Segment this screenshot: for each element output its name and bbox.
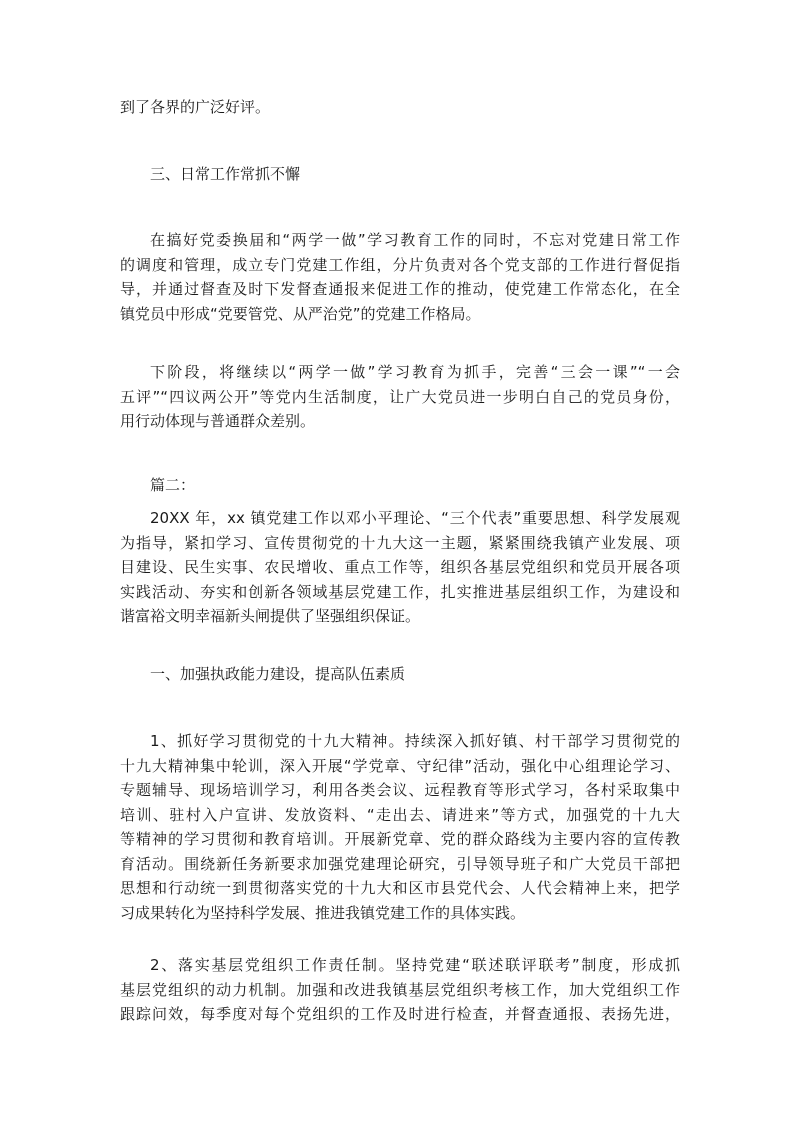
text-line: 的调度和管理，成立专门党建工作组，分片负责对各个党支部的工作进行督促指 [120, 255, 680, 274]
paragraph-next-stage [120, 360, 680, 434]
text-line: 下阶段，将继续以“两学一做”学习教育为抓手，完善“三会一课”“一会 [150, 363, 680, 381]
text-line: 到了各界的广泛好评。 [120, 98, 271, 116]
text-line: 导，并通过督查及时下发督查通报来促进工作的推动，使党建工作常态化，在全 [120, 280, 680, 298]
part-two-heading [120, 473, 680, 498]
heading-text: 一、加强执政能力建设，提高队伍素质 [150, 665, 406, 683]
text-line: 在搞好党委换届和“两学一做”学习教育工作的同时，不忘对党建日常工作 [150, 231, 680, 249]
text-line: 习成果转化为坚持科学发展、推进我镇党建工作的具体实践。 [120, 903, 526, 922]
text-line: 培训、驻村入户宣讲、发放资料、“走出去、请进来”等方式，加强党的十九大 [120, 805, 680, 824]
text-line: 用行动体现与普通群众差别。 [120, 412, 316, 430]
text-line: 20XX 年，xx 镇党建工作以邓小平理论、“三个代表”重要思想、科学发展观 [150, 509, 680, 527]
text-line: 镇党员中形成“党要管党、从严治党”的党建工作格局。 [120, 304, 481, 323]
text-line: 谐富裕文明幸福新头闸提供了坚强组织保证。 [120, 607, 421, 625]
text-line: 1、抓好学习贯彻党的十九大精神。持续深入抓好镇、村干部学习贯彻党的 [150, 732, 680, 750]
text-line: 目建设、民生实事、农民增收、重点工作等，组织各基层党组织和党员开展各项 [120, 558, 680, 576]
text-line: 基层党组织的动力机制。加强和改进我镇基层党组织考核工作，加大党组织工作 [120, 980, 680, 999]
heading-text: 篇二： [150, 476, 196, 494]
text-line: 专题辅导、现场培训学习，利用各类会议、远程教育等形式学习，各村采取集中 [120, 781, 680, 799]
paragraph-item-1 [120, 729, 680, 925]
text-line: 跟踪问效，每季度对每个党组织的工作及时进行检查，并督查通报、表扬先进， [120, 1005, 680, 1023]
text-line: 2、落实基层党组织工作责任制。坚持党建“联述联评联考”制度，形成抓 [150, 956, 680, 974]
section-heading-1 [120, 662, 680, 687]
paragraph-daily-work [120, 228, 680, 326]
text-line: 五评”“四议两公开”等党内生活制度，让广大党员进一步明白自己的党员身份， [120, 387, 680, 406]
text-line: 育活动。围绕新任务新要求加强党建理论研究，引导领导班子和广大党员干部把 [120, 854, 680, 873]
paragraph-part-two-intro [120, 506, 680, 629]
paragraph-tail [120, 95, 680, 120]
text-line: 为指导，紧扣学习、宣传贯彻党的十九大这一主题，紧紧围绕我镇产业发展、项 [120, 533, 680, 552]
text-line: 等精神的学习贯彻和教育培训。开展新党章、党的群众路线为主要内容的宣传教 [120, 830, 680, 848]
text-line: 实践活动、夯实和创新各领域基层党建工作，扎实推进基层组织工作，为建设和 [120, 582, 680, 601]
heading-text: 三、日常工作常抓不懈 [150, 165, 301, 183]
text-line: 十九大精神集中轮训，深入开展“学党章、守纪律”活动，强化中心组理论学习、 [120, 756, 680, 775]
paragraph-item-2 [120, 953, 680, 1027]
section-heading-3 [120, 162, 680, 187]
text-line: 思想和行动统一到贯彻落实党的十九大和区市县党代会、人代会精神上来，把学 [120, 879, 680, 897]
